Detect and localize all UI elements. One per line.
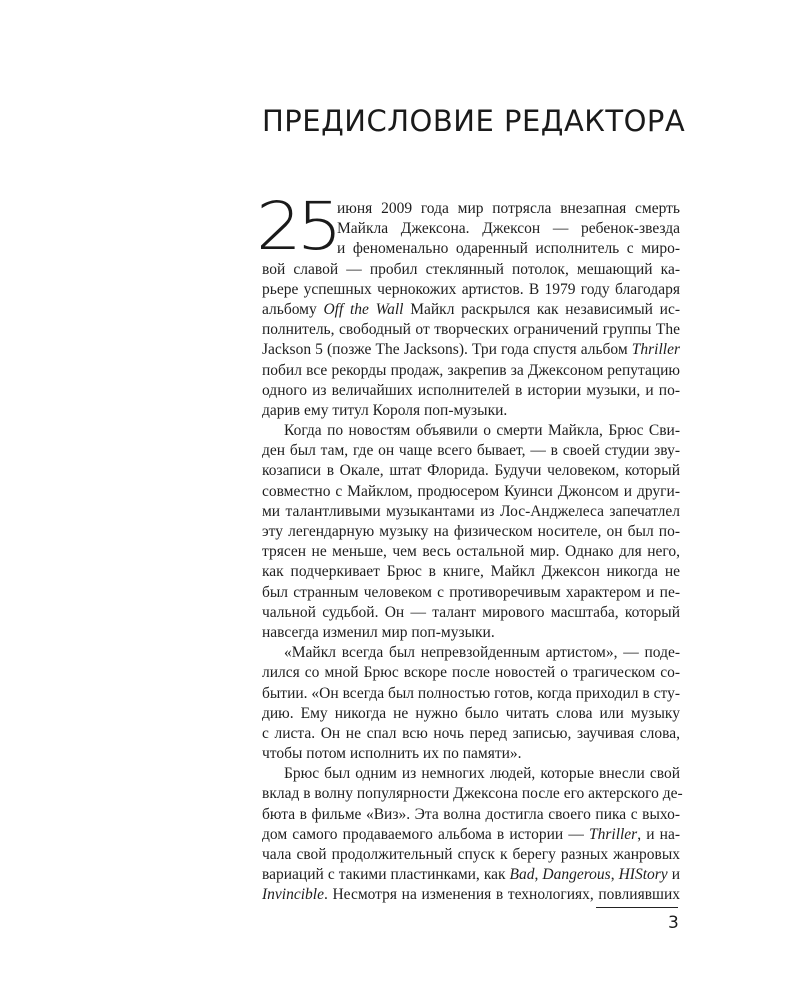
text-fragment: вариаций с такими пластинками, как <box>262 866 510 884</box>
text-line: вой славой — пробил стеклянный потолок, мешающий ка- <box>262 260 680 278</box>
text-line <box>262 340 680 360</box>
text-line <box>262 300 680 320</box>
text-line: бюта в фильме «Виз». Эта волна достигла своего пика с выхо- <box>262 805 680 823</box>
footer-rule <box>596 907 678 908</box>
text-line: бытии. «Он всегда был полностью готов, когда приходил в сту- <box>262 684 680 702</box>
text-line: Майкла Джексона. Джексон — ребенок-звезда <box>337 220 680 238</box>
drop-cap: 25 <box>256 187 338 265</box>
text-line: июня 2009 года мир потрясла внезапная смерть <box>337 200 680 217</box>
text-fragment: Майкл раскрылся как независимый ис- <box>403 300 680 318</box>
text-line <box>262 865 680 885</box>
text-line: был странным человеком с противоречивым характером и пе- <box>262 583 680 601</box>
text-fragment: и <box>667 866 680 884</box>
text-line: одного из величайших исполнителей в истории музыки, и по- <box>262 381 680 399</box>
text-line: «Майкл всегда был непревзойденным артистом», — поде- <box>284 644 680 662</box>
text-line: навсегда изменил мир поп-музыки. <box>262 623 495 641</box>
text-line: лился со мной Брюс вскоре после новостей о трагическом со- <box>262 664 680 682</box>
text-line: дию. Ему никогда не нужно было читать слова или музыку <box>262 704 680 722</box>
album-title-dangerous: Dangerous <box>542 866 611 884</box>
album-title-off-the-wall: Off the Wall <box>323 300 404 318</box>
text-fragment: , <box>534 866 543 884</box>
text-fragment: Jackson 5 (позже The Jacksons). Три года спустя альбом <box>262 341 632 359</box>
text-line: рьере успешных чернокожих артистов. В 1979 году благодаря <box>262 280 680 298</box>
text-line: трясен не меньше, чем весь остальной мир. Однако для него, <box>262 543 680 561</box>
text-fragment: дом самого продаваемого альбома в истории — <box>262 825 589 843</box>
text-line: эту легендарную музыку на физическом носителе, он был по- <box>262 523 680 540</box>
text-line: ден был там, где он чаще всего бывает, — в своей студии зву- <box>262 442 680 460</box>
text-line: и феноменально одаренный исполнитель с миро- <box>337 240 680 258</box>
text-line: с листа. Он не спал всю ночь перед записью, заучивая слова, <box>262 724 680 742</box>
text-line: чтобы потом исполнить их по памяти». <box>262 745 522 763</box>
text-line: Когда по новостям объявили о смерти Майкла, Брюс Сви- <box>284 422 680 440</box>
album-title-bad: Bad <box>509 866 535 884</box>
text-fragment: , <box>610 866 619 884</box>
text-line: ми талантливыми музыкантами из Лос-Анджелеса запечатлел <box>262 502 680 520</box>
text-line: чала свой продолжительный спуск к берегу разных жанровых <box>262 846 680 863</box>
album-title-thriller: Thriller <box>588 825 638 843</box>
text-line: чальной судьбой. Он — талант мирового масштаба, который <box>262 603 680 621</box>
text-line: Брюс был одним из немногих людей, которые внесли свой <box>284 765 680 783</box>
text-line: как подчеркивает Брюс в книге, Майкл Джексон никогда не <box>262 563 680 581</box>
body-text <box>256 187 683 906</box>
page-title: ПРЕДИСЛОВИЕ РЕДАКТОРА <box>262 104 686 138</box>
text-fragment: , и на- <box>637 825 680 843</box>
album-title-invincible: Invincible <box>262 886 324 904</box>
text-line: побил все рекорды продаж, закрепив за Джексоном репутацию <box>262 361 680 379</box>
text-line: дарив ему титул Короля поп-музыки. <box>262 401 508 419</box>
text-fragment: альбому <box>262 300 324 318</box>
page-number: 3 <box>668 913 679 933</box>
text-line: полнитель, свободный от творческих ограничений группы The <box>262 321 680 339</box>
album-title-history: HIStory <box>618 866 668 884</box>
text-line: вклад в волну популярности Джексона после его актерского де- <box>262 785 683 803</box>
text-line: козаписи в Окале, штат Флорида. Будучи человеком, который <box>262 462 680 480</box>
text-fragment: . Несмотря на изменения в технологиях, повлиявших <box>323 886 680 904</box>
text-line: совместно с Майклом, продюсером Куинси Джонсом и други- <box>262 482 680 500</box>
album-title-thriller: Thriller <box>631 341 680 359</box>
text-line <box>262 825 680 845</box>
text-line <box>262 885 680 905</box>
